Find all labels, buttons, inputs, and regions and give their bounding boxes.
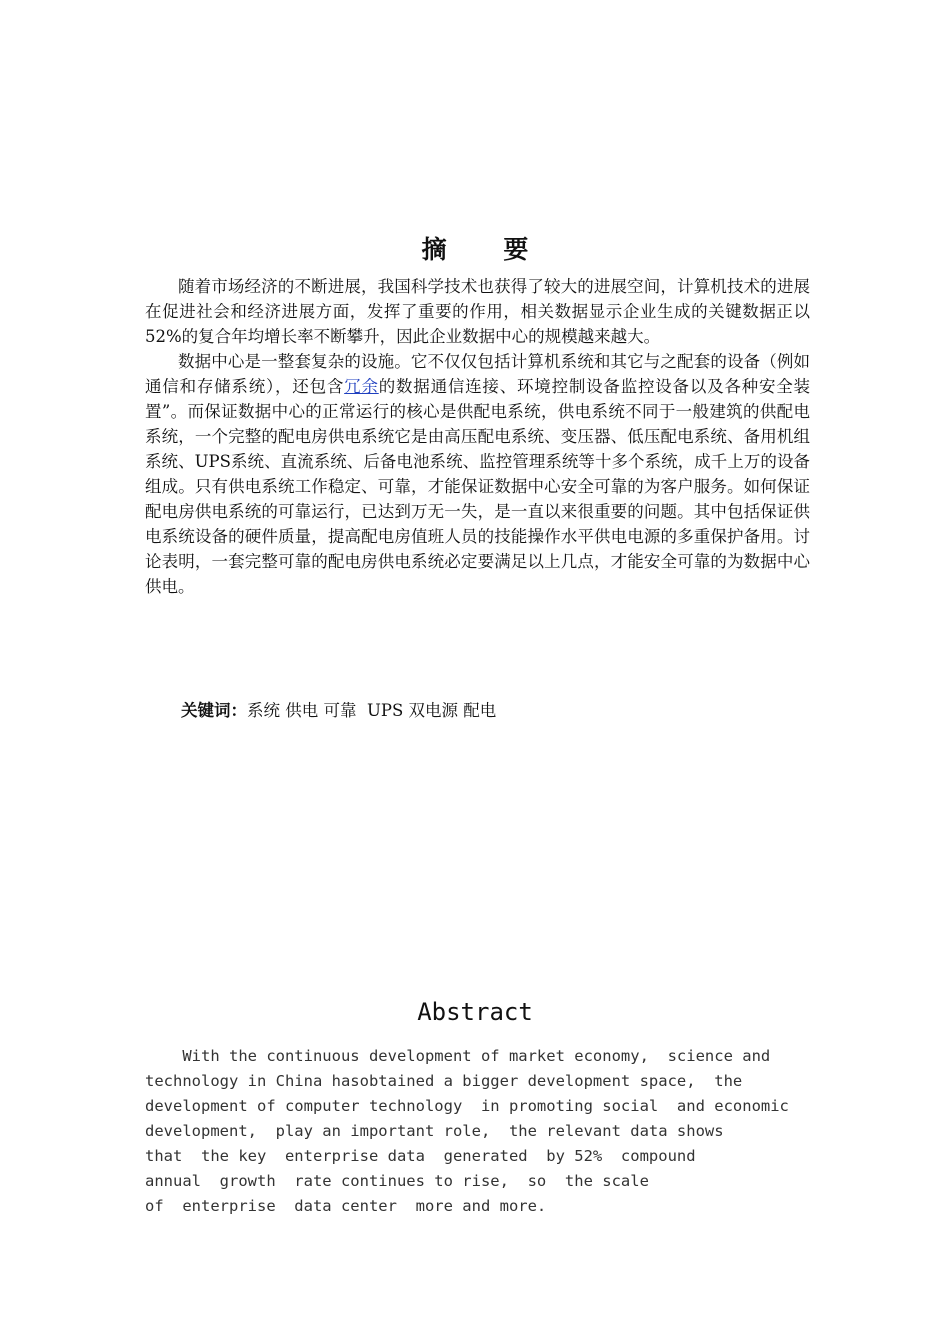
paragraph-2-text-after-link: 的数据通信连接、环境控制设备监控设备以及各种安全装置”。而保证数据中心的正常运行的核心是供配电系统，供电系统不同于一般建筑的供配电系统，一个完整的配电房供电系统它是由高压配电系统、变压器、低压配电系统、备用机组系统、UPS系统、直流系统、后备电池系统、监控管理系统等十多个系统，成千上万的设备组成。只有供电系统工作稳定、可靠，才能保证数据中心安全可靠的为客户服务。如何保证配电房供电系统的可靠运行，已达到万无一失，是一直以来很重要的问题。其中包括保证供电系统设备的硬件质量，提高配电房值班人员的技能操作水平供电电源的多重保护备用。讨论表明，一套完整可靠的配电房供电系统必定要满足以上几点，才能安全可靠的为数据中心供电。 [145, 377, 811, 596]
english-line: With the continuous development of market economy, science and [145, 1047, 771, 1065]
english-line: development of computer technology in promoting social and economic [145, 1097, 789, 1115]
english-line: annual growth rate continues to rise, so the scale [145, 1172, 649, 1190]
chinese-paragraph-2 [145, 349, 810, 599]
keywords-label: 关键词： [181, 701, 247, 720]
keywords-text: 系统 供电 可靠 UPS 双电源 配电 [247, 701, 497, 720]
keywords-line [181, 698, 496, 723]
chinese-abstract-body [145, 274, 810, 599]
english-abstract-body [145, 1044, 825, 1219]
english-line: of enterprise data center more and more. [145, 1197, 547, 1215]
english-line: that the key enterprise data generated by 52% compound [145, 1147, 696, 1165]
paragraph-2-text-before-link: 数据中心是一整套复杂的设施。它不仅仅包括计算机系统和其它与之配套的设备（例如通信和存储系统），还包含 [145, 352, 810, 396]
english-line: development, play an important role, the relevant data shows [145, 1122, 724, 1140]
redundancy-link[interactable]: 冗余 [344, 377, 379, 396]
chinese-abstract-title: 摘 要 [421, 235, 553, 264]
english-abstract-title: Abstract [417, 998, 533, 1026]
english-line: technology in China hasobtained a bigger development space, the [145, 1072, 743, 1090]
chinese-paragraph-1: 随着市场经济的不断进展，我国科学技术也获得了较大的进展空间，计算机技术的进展在促进社会和经济进展方面，发挥了重要的作用，相关数据显示企业生成的关键数据正以52%的复合年均增长率不断攀升，因此企业数据中心的规模越来越大。 [145, 277, 810, 346]
